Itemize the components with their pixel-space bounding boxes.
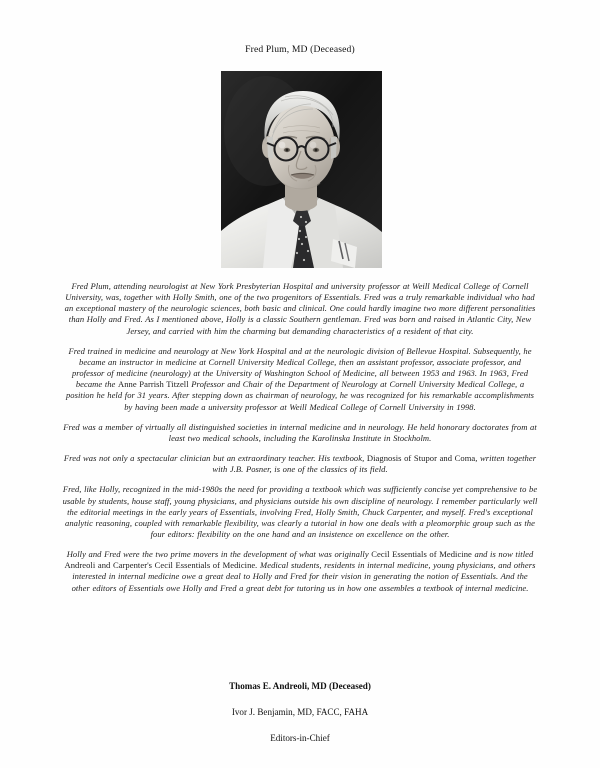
paragraph-2	[62, 346, 538, 413]
text-run-italic: Fred was not only a spectacular clinician but an extraordinary teacher. His textbook,	[63, 453, 367, 464]
text-run-italic: Fred, like Holly, recognized in the mid-1980s the need for providing a textbook which was sufficiently concise yet comprehensive to be usable by students, house staff, young physicians, and physicians outside his own discipline of neurology. I remember particularly well the editorial meetings in the early years of Essentials, involving Fred, Holly Smith, Chuck Carpenter, and myself. Fred's exceptional analytic reasoning, coupled with remarkable flexibility, was clearly a tutorial in how one deals with a pleomorphic group such as the four editors: flexibility on the one hand and an insistence on excellence on the other.	[62, 484, 538, 539]
text-run-italic: Fred Plum, attending neurologist at New York Presbyterian Hospital and university professor at Weill Medical College of Cornell University, was, together with Holly Smith, one of the two progenitors of Essentials. Fred was a truly remarkable individual who had an exceptional mastery of the neurologic sciences, both basic and clinical. One could hardly imagine two more different personalities than Holly and Fred. As I mentioned above, Holly is a classic Southern gentleman. Fred was born and raised in Atlantic City, New Jersey, and carried with him the charming but demanding characteristics of a resident of that city.	[64, 281, 536, 336]
text-run-roman: Anne Parrish Titzell	[118, 379, 189, 390]
signature-secondary: Ivor J. Benjamin, MD, FACC, FAHA	[231, 707, 369, 717]
text-run-italic: . Medical students, residents in internal medicine, young physicians, and others interested in internal medicine owe a great deal to Holly and Fred for their vision in generating the notion of Essentials. And the other editors of Essentials owe Holly and Fred a great debt for tutoring us in how one assembles a textbook of internal medicine.	[71, 560, 536, 593]
paragraph-1	[62, 281, 538, 337]
paragraph-3	[62, 422, 538, 444]
signature-role: Editors-in-Chief	[270, 733, 330, 743]
text-run-roman: Diagnosis of Stupor and Coma	[366, 453, 476, 464]
text-run-italic: , written together with J.B. Posner, is one of the classics of its field.	[212, 453, 537, 475]
text-run-roman: Cecil Essentials of Medicine	[371, 549, 472, 560]
text-run-italic: and is now titled	[471, 549, 534, 560]
paragraph-4	[62, 453, 538, 475]
portrait-image	[221, 71, 382, 268]
text-run-roman: Andreoli and Carpenter's Cecil Essentials of Medicine	[64, 560, 256, 571]
paragraph-6	[62, 549, 538, 594]
text-run-italic: Fred trained in medicine and neurology at New York Hospital and at the neurologic division of Bellevue Hospital. Subsequently, he became an instructor in medicine at Cornell University Medical College, then an assistant professor, associate professor, and professor of medicine (neurology) at the University of Washington School of Medicine, all between 1953 and 1963. In 1963, Fred became the	[68, 345, 532, 390]
paragraph-5	[62, 484, 538, 540]
tribute-body	[62, 281, 538, 603]
signature-primary: Thomas E. Andreoli, MD (Deceased)	[229, 681, 371, 691]
text-run-italic: Fred was a member of virtually all distinguished societies in internal medicine and in neurology. He held honorary doctorates from at least two medical schools, including the Karolinska Institute in Stockholm.	[63, 421, 537, 443]
page-title: Fred Plum, MD (Deceased)	[245, 44, 355, 55]
portrait-photograph	[221, 71, 382, 268]
text-run-italic: Professor and Chair of the Department of Neurology at Cornell University Medical College, a position he held for 31 years. After stepping down as chairman of neurology, he was recognized for his remarkable accomplishments by having been made a university professor at Weill Medical College of Cornell University in 1998.	[65, 379, 535, 412]
text-run-italic: Holly and Fred were the two prime movers in the development of what was originally	[66, 549, 372, 560]
signature-block	[0, 680, 600, 744]
